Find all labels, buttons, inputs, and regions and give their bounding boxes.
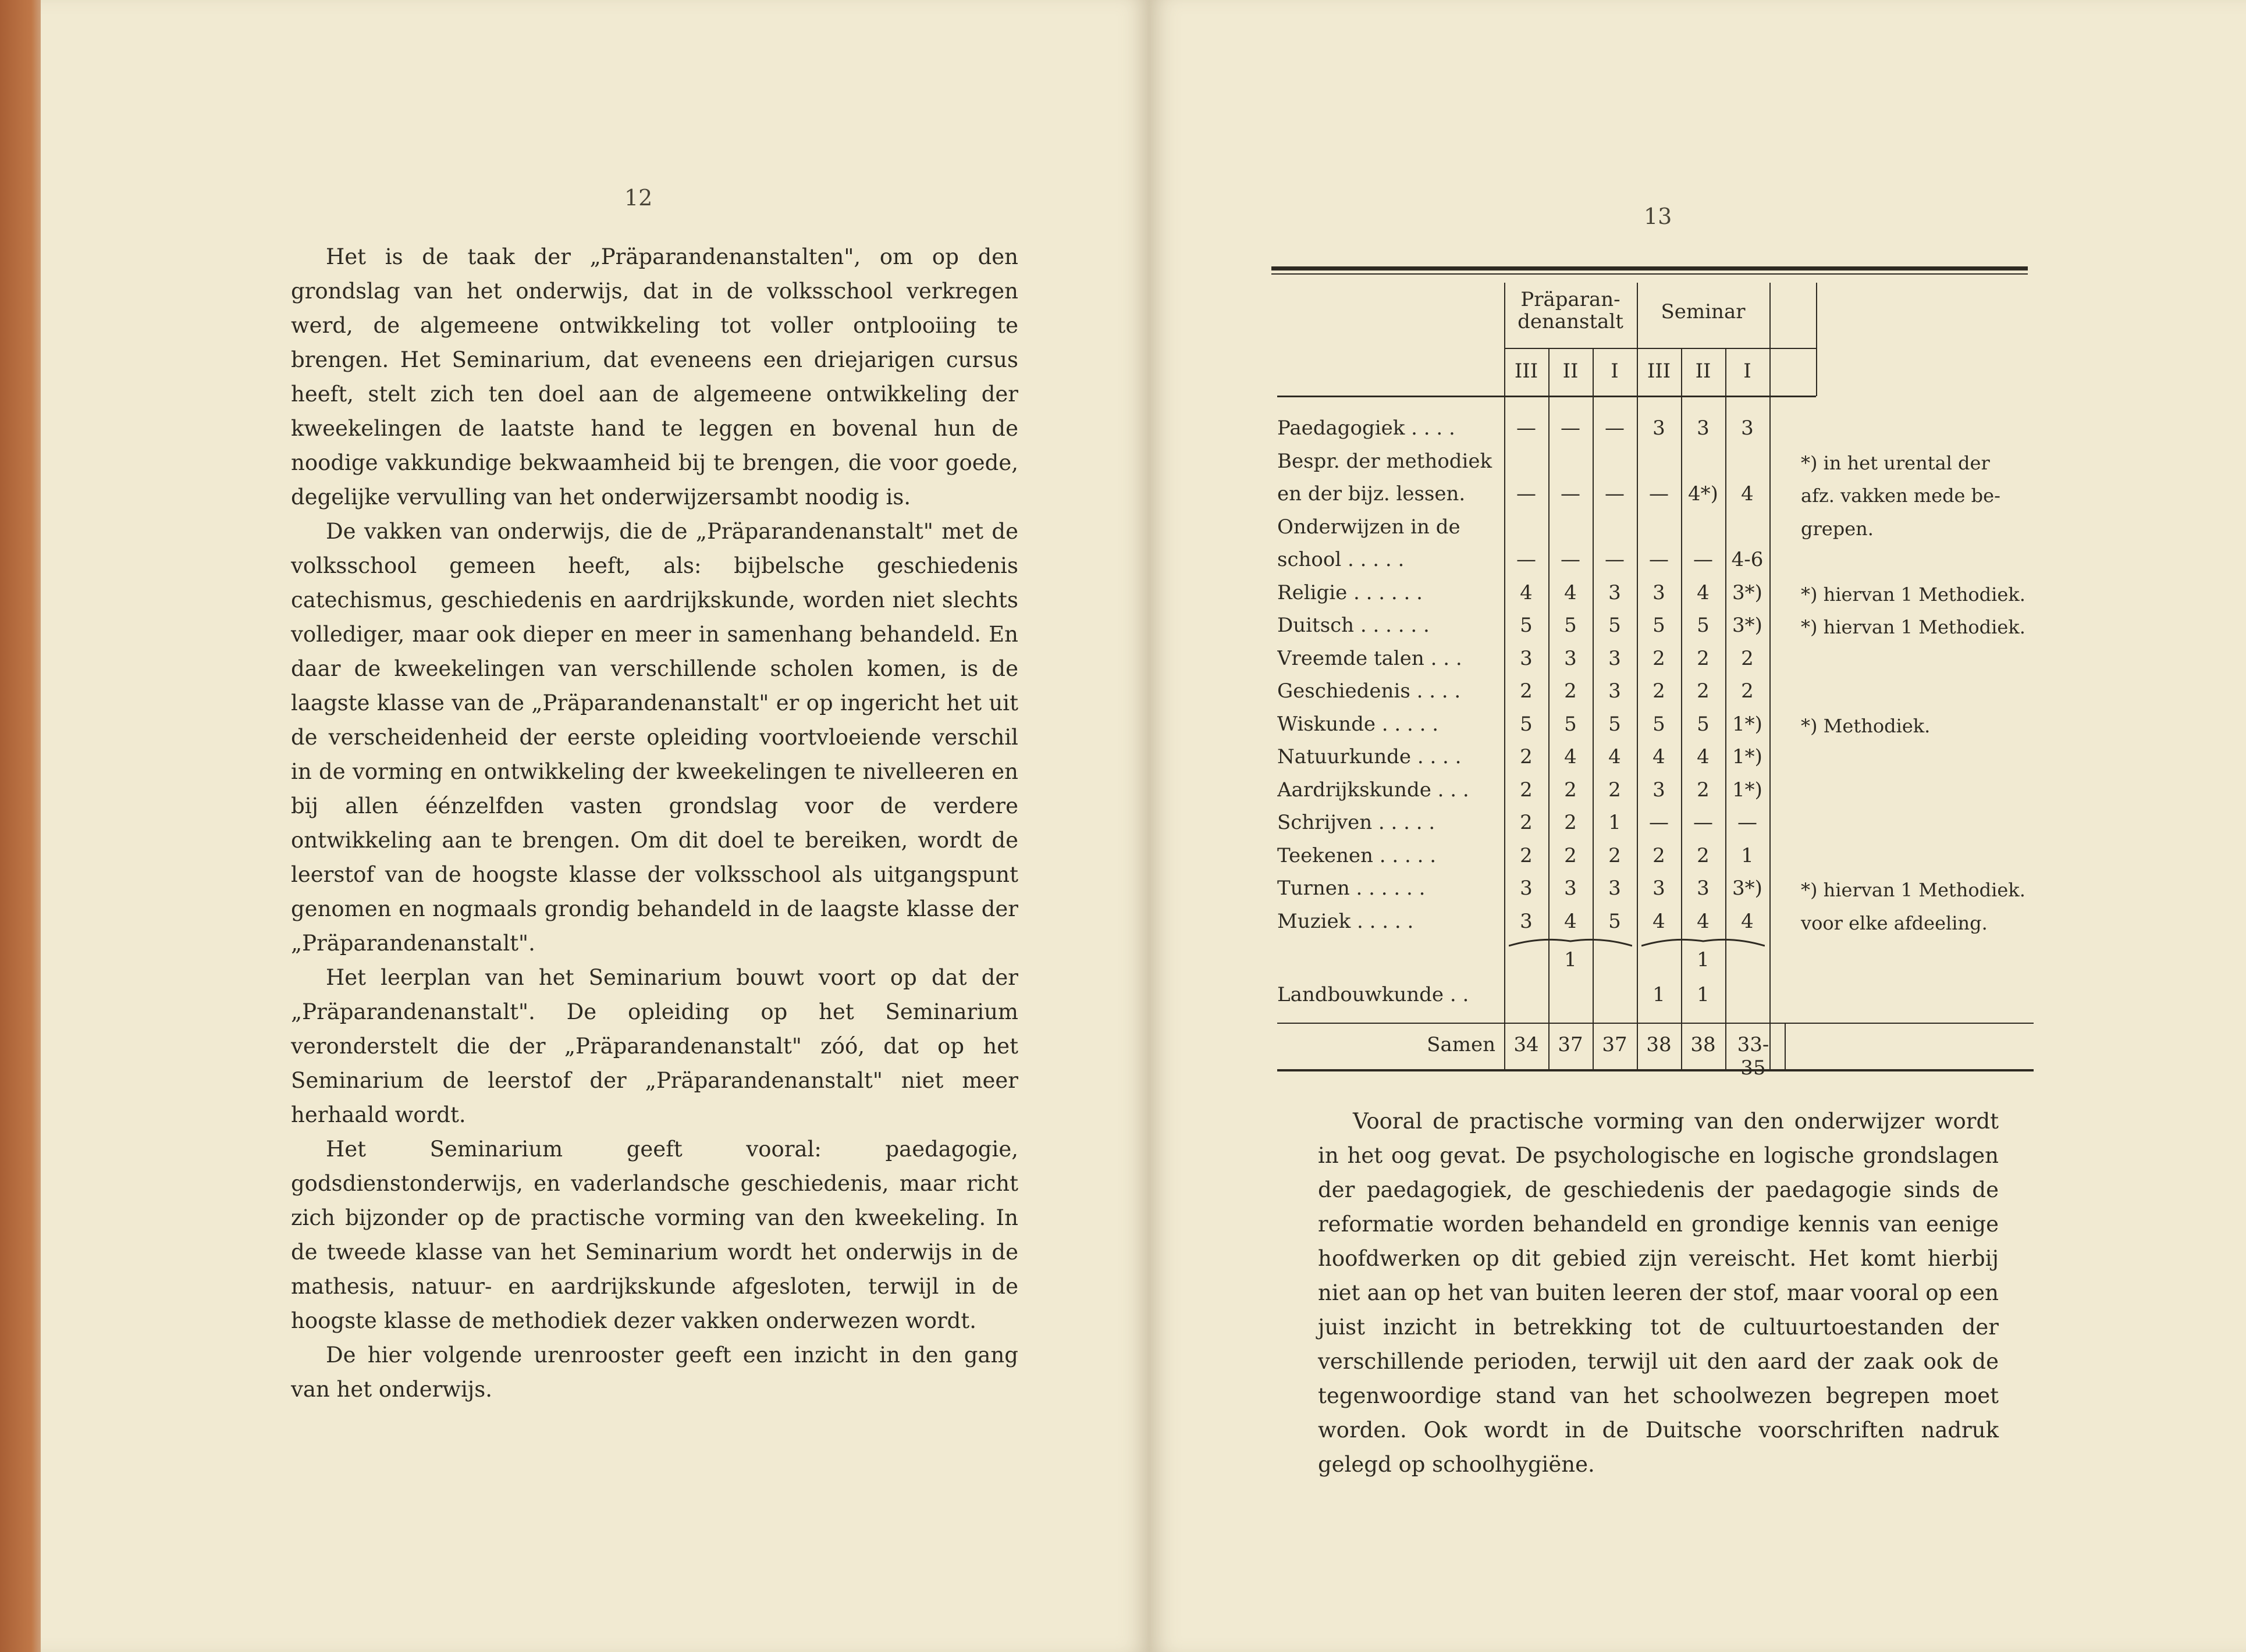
table-cell: 5 [1520,712,1533,736]
row-label: en der bijz. lessen. [1277,482,1466,505]
table-cell: — [1693,548,1713,571]
table-cell: — [1605,482,1625,505]
total-cell: 37 [1558,1033,1583,1056]
footnote: voor elke afdeeling. [1801,912,1988,934]
table-cell: 1*) [1732,712,1762,736]
table-cell: — [1605,416,1625,440]
row-label: Schrijven . . . . . [1277,811,1435,834]
table-cell: — [1649,811,1669,834]
column-rule [1725,1024,1726,1069]
table-cell: 4 [1564,581,1577,604]
table-cell: 4*) [1688,482,1718,505]
paragraph: De vakken van onderwijs, die de „Präparandenanstalt" met de volksschool gemeen heeft, als: bijbelsche geschiedenis catechismus, geschiedenis en aardrijkskunde, worden niet slechts vollediger, maar ook dieper en meer in samenhang behandeld. En daar de kweekelingen van verschillende scholen komen, is de laagste klasse van de „Präparandenanstalt" er op ingericht het uit de verscheidenheid der eerste opleiding voortvloeiende verschil in de vorming en ontwikkeling der kweekelingen te nivelleeren en bij allen éénzelfden vasten grondslag voor de verdere ontwikkeling aan te brengen. Om dit doel te bereiken, wordt de leerstof van de hoogste klasse der volksschool als uitgangspunt genomen en nogmaals grondig behandeld in de laagste klasse der „Präparandenanstalt". [291,519,1018,956]
table-cell: 4 [1741,482,1754,505]
table-cell: 4 [1697,745,1710,768]
table-cell: 3*) [1732,877,1762,900]
table-cell: 2 [1652,679,1665,703]
group-header: Präparan- denanstalt [1518,288,1623,333]
table-cell: 3 [1652,416,1665,440]
table-cell: 5 [1520,614,1533,637]
left-page-text [291,240,1018,1407]
table-cell: 2 [1520,843,1533,867]
table-cell: — [1605,548,1625,571]
table-cell: 3 [1608,646,1621,670]
brace-icon [1641,935,1765,948]
table-cell: 2 [1741,646,1754,670]
table-cell: 4 [1697,909,1710,933]
table-cell: — [1649,548,1669,571]
table-cell: 2 [1564,843,1577,867]
table-cell: 2 [1697,679,1710,703]
table-cell: 3*) [1732,581,1762,604]
row-label: Wiskunde . . . . . [1277,712,1439,736]
column-rule [1637,1024,1638,1069]
table-cell: 2 [1520,679,1533,703]
paragraph: Het is de taak der „Präparandenanstalten", om op den grondslag van het onderwijs, dat in de volksschool verkregen werd, de algemeene ontwikkeling tot voller ontplooiing te brengen. Het Seminarium, dat eveneens een driejarigen cursus heeft, stelt zich ten doel aan de algemeene ontwikkeling der kweekelingen de laatste hand te leggen en bovenal hun de noodige vakkundige bekwaamheid bij te brengen, die voor goede, degelijke vervulling van het onderwijzersambt noodig is. [291,244,1018,510]
table-top-rule [1271,266,2028,270]
row-label: Geschiedenis . . . . [1277,679,1461,703]
braced-value: 1 [1564,948,1577,971]
table-cell: 3 [1564,877,1577,900]
header-rule [1277,396,1816,397]
table-cell: — [1516,416,1536,440]
table-cell: 4 [1608,745,1621,768]
table-cell: 5 [1652,712,1665,736]
row-label: Landbouwkunde . . [1277,983,1469,1006]
paragraph: De hier volgende urenrooster geeft een inzicht in den gang van het onderwijs. [291,1343,1018,1402]
row-label: Turnen . . . . . . [1277,877,1426,900]
table-cell: 5 [1608,712,1621,736]
table-cell: 3 [1520,877,1533,900]
paragraph: Het leerplan van het Seminarium bouwt voort op dat der „Präparandenanstalt". De opleiding op het Seminarium veronderstelt die der „Präparandenanstalt" zóó, dat op het Seminarium de leerstof der „Präparandenanstalt" niet meer herhaald wordt. [291,965,1018,1127]
table-cell: 2 [1564,679,1577,703]
row-label: Aardrijkskunde . . . [1277,778,1469,802]
table-cell: 4 [1564,909,1577,933]
page-number: 13 [1644,204,1672,229]
table-cell: 2 [1564,811,1577,834]
table-cell: 5 [1564,614,1577,637]
table-cell: 4 [1697,581,1710,604]
right-page [1149,0,2246,1652]
table-cell: — [1561,548,1580,571]
table-cell: 1 [1697,983,1710,1006]
row-label: Duitsch . . . . . . [1277,614,1430,637]
table-top-rule [1271,273,2028,275]
total-label: Samen [1427,1033,1495,1056]
row-label: school . . . . . [1277,548,1405,571]
table-cell: 5 [1652,614,1665,637]
table-cell: 2 [1608,843,1621,867]
footnote: *) hiervan 1 Methodiek. [1801,879,2025,901]
footnote: *) hiervan 1 Methodiek. [1801,583,2025,606]
column-rule [1681,1024,1682,1069]
total-cell: 34 [1513,1033,1539,1056]
table-cell: 3 [1652,877,1665,900]
total-rule [1277,1023,2034,1024]
row-label: Onderwijzen in de [1277,515,1460,539]
table-cell: 2 [1697,843,1710,867]
footnote: *) hiervan 1 Methodiek. [1801,616,2025,638]
class-header: II [1695,359,1711,383]
table-cell: 4 [1652,745,1665,768]
class-header: III [1514,359,1538,383]
braced-value: 1 [1697,948,1710,971]
class-header: I [1611,359,1619,383]
table-cell: — [1561,416,1580,440]
table-cell: 2 [1564,778,1577,802]
table-cell: 3 [1697,877,1710,900]
table-cell: — [1737,811,1757,834]
total-cell: 38 [1690,1033,1716,1056]
table-cell: 2 [1652,646,1665,670]
total-cell: 37 [1602,1033,1627,1056]
table-cell: 1*) [1732,745,1762,768]
table-cell: — [1561,482,1580,505]
footnote: grepen. [1801,517,1874,540]
paragraph: Het Seminarium geeft vooral: paedagogie, godsdienstonderwijs, en vaderlandsche geschiedenis, maar richt zich bijzonder op de practische vorming van den kweekeling. In de tweede klasse van het Seminarium wordt het onderwijs in de mathesis, natuur- en aardrijkskunde afgesloten, terwijl in de hoogste klasse de methodiek dezer vakken onderwezen wordt. [291,1137,1018,1333]
table-cell: 1 [1741,843,1754,867]
table-cell: 3*) [1732,614,1762,637]
column-rule [1504,1024,1505,1069]
table-cell: 5 [1608,909,1621,933]
table-cell: 2 [1520,811,1533,834]
table-cell: 2 [1697,646,1710,670]
brace-icon [1509,935,1632,948]
paragraph: Vooral de practische vorming van den onderwijzer wordt in het oog gevat. De psychologische en logische grondslagen der paedagogiek, de geschiedenis der paedagogie sinds de reformatie worden behandeld en grondige kennis van eenige hoofdwerken op dit gebied zijn vereischt. Het komt hierbij niet aan op het van buiten leeren der stof, maar vooral op een juist inzicht in betrekking tot de cultuurtoestanden der verschillende perioden, terwijl uit den aard der zaak ook de tegenwoordige stand van het schoolwezen begrepen moet worden. Ook wordt in de Duitsche voorschriften nadruk gelegd op schoolhygiëne. [1318,1109,1999,1477]
column-rule [1593,1024,1594,1069]
row-label: Paedagogiek . . . . [1277,416,1455,440]
row-label: Vreemde talen . . . [1277,646,1462,670]
column-rule [1548,1024,1550,1069]
table-cell: 1*) [1732,778,1762,802]
table-cell: 4 [1741,909,1754,933]
row-label: Muziek . . . . . [1277,909,1414,933]
table-cell: 4-6 [1731,548,1764,571]
column-rule [1769,1024,1771,1069]
table-cell: 3 [1697,416,1710,440]
table-cell: 2 [1741,679,1754,703]
table-cell: 3 [1652,778,1665,802]
right-page-text [1318,1104,1999,1482]
class-header: III [1647,359,1671,383]
table-cell: 3 [1608,581,1621,604]
row-label: Teekenen . . . . . [1277,843,1436,867]
table-cell: 2 [1520,745,1533,768]
footnote: *) in het urental der [1801,451,1990,474]
table-cell: — [1516,482,1536,505]
table-cell: 1 [1652,983,1665,1006]
class-header: I [1743,359,1751,383]
row-label: Bespr. der methodiek [1277,449,1492,473]
left-page [41,0,1149,1652]
table-cell: 5 [1697,614,1710,637]
class-header: II [1562,359,1579,383]
table-cell: 4 [1652,909,1665,933]
table-cell: 5 [1564,712,1577,736]
row-label: Natuurkunde . . . . [1277,745,1462,768]
table-cell: 5 [1697,712,1710,736]
page-number: 12 [624,185,653,211]
table-cell: — [1649,482,1669,505]
footnote: afz. vakken mede be- [1801,485,2000,507]
table-cell: 3 [1564,646,1577,670]
table-cell: 4 [1520,581,1533,604]
table-cell: 2 [1608,778,1621,802]
schedule-table [1277,266,2054,1080]
table-cell: — [1516,548,1536,571]
group-header: Seminar [1661,300,1746,323]
table-cell: — [1693,811,1713,834]
table-cell: 2 [1697,778,1710,802]
table-cell: 2 [1520,778,1533,802]
table-cell: 3 [1520,646,1533,670]
table-cell: 1 [1608,811,1621,834]
table-cell: 5 [1608,614,1621,637]
table-cell: 4 [1564,745,1577,768]
bottom-rule [1277,1069,2034,1071]
column-rule [1816,283,1817,396]
total-cell: 38 [1646,1033,1672,1056]
table-cell: 2 [1652,843,1665,867]
column-rule [1769,283,1771,1030]
total-cell: 33-35 [1737,1033,1769,1080]
table-cell: 3 [1741,416,1754,440]
column-rule [1785,1024,1786,1069]
table-cell: 3 [1608,877,1621,900]
table-cell: 3 [1520,909,1533,933]
table-cell: 3 [1608,679,1621,703]
footnote: *) Methodiek. [1801,714,1931,737]
row-label: Religie . . . . . . [1277,581,1423,604]
table-cell: 3 [1652,581,1665,604]
group-rule [1504,348,1816,349]
